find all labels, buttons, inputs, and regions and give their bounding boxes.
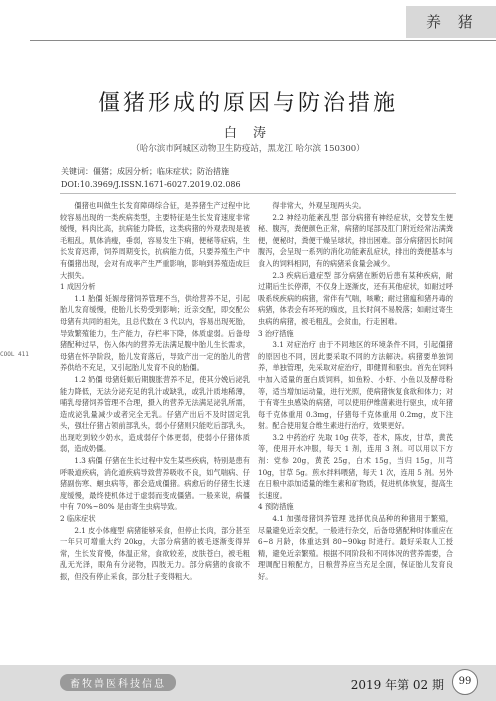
body-paragraph: 3.2 中药治疗 先取 10g 茯苓，苍术，陈皮，甘草，黄芪等，使用开水冲服，每天 1 剂，连用 3 剂。可以用以下方剂：党参 20g，黄芪 25g，白术 15g，当归 15g，川芎 10g，甘草 5g。煎水拌料喂猪，每天 1 次，连用 5 剂。另外在日粮中添加适量的维生素和矿物质，促进机体恢复，提高生长速度。	[258, 432, 453, 500]
body-paragraph: 2.1 皮小体瘦型 病猪能够采食，但停止长肉，部分甚至一年只可增重大约 20kg，大部分病猪的被毛逐渐变得异常，生长发育慢，体温正常，食欲较差，皮肤苍白，被毛粗乱无光泽，眼角有分泌物，四肢无力。部分病猪的食欲不振，但没有停止采食，部分肚子变得粗大。	[60, 525, 250, 581]
body-paragraph: 1.1 胎僵 妊娠母猪饲养管理不当，供给营养不足，引起胎儿发育缓慢，使胎儿长势受到影响；近亲交配，即交配公母猪有共同的祖先，且总代数在 3 代以内，容易出现死胎，导致繁殖能力，生产能力，存栏率下降，体质虚弱。后备母猪配种过早，伤入体内的营养无法满足腹中胎儿生长需求，母猪在怀孕阶段，胎儿发育落后，导致产出一定的胎儿的营养供给不充足，又引起胎儿发育不良的胎僵。	[60, 293, 250, 373]
journal-name: 畜牧兽医科技信息	[60, 674, 176, 691]
body-paragraph: 1.2 奶僵 母猪妊娠后期腹胀营养不足，使其分娩后泌乳能力降低，无法分泌充足的乳汁或缺乳，或乳汁质地稀薄，哺乳母猪饲养管理不合理，摄入的营养无法满足泌乳所需，造成泌乳量减少或者完全无乳。仔猪产出后不及时固定乳头，强壮仔猪占领前部乳头，弱小仔猪则只能吃后部乳头，出现吃到较少奶水，造成弱仔个体更弱，使弱小仔猪体质弱，造成奶僵。	[60, 374, 250, 454]
right-column	[258, 200, 453, 583]
body-paragraph: 僵猪也叫做生长发育障碍综合征，是养猪生产过程中比较容易出现的一类疾病类型，主要特征是生长发育速度非常缓慢，料肉比高，抗病能力降低，这类病猪的外观表现是被毛粗乱，肌体消瘦，垂弱，容易发生下痢，便秘等症病，生长发育迟滞，饲养周期变长，抗病能力低，只要养殖生产中有僵猪出现，会对有成率产生严重影响，影响到养殖造成巨大损失。	[60, 201, 250, 280]
header-divider	[60, 193, 456, 194]
body-paragraph: 1.3 病僵 仔猪在生长过程中发生某些疾病，特别是患有呼吸道疾病，消化道疾病导致营养吸收不良，如气喘病、仔猪副伤寒、蛔虫病等，都会造成僵猪。病愈后的仔猪生长速度缓慢，最终使机体过于虚弱而变成僵猪。一般来说，病僵中有 70%~80% 是由寄生虫病导致。	[60, 456, 250, 512]
article-author: 白 涛	[223, 126, 273, 141]
author-affiliation: （哈尔滨市阿城区动物卫生防疫站，黑龙江 哈尔滨 150300）	[131, 144, 365, 154]
section-heading: 1 成因分析	[60, 282, 96, 292]
footer-band	[0, 665, 496, 701]
section-heading: 2 临床症状	[60, 514, 96, 524]
left-column	[60, 200, 250, 583]
section-tag: 养 猪	[406, 6, 496, 38]
article-title: 僵猪形成的原因与防治措施	[97, 91, 398, 116]
body-paragraph: 3.1 对症治疗 由于不同地区的环境条件不同，引起僵猪的原因也不同，因此要采取不同的方法解决。病猪要单独饲养，单独管理，先采取对症治疗，即健胃和驱虫。首先在饲料中加入适量的蛋白质饲料，如鱼粉、小虾、小鱼以及酵母粉等，适当增加运动量，进行光照，使病猪恢复食欲和体力；对于有寄生虫感染的病猪，可以使用伊维菌素进行驱虫，成年猪每千克体重用 0.3mg，仔猪每千克体重用 0.2mg，皮下注射。配合使用复合维生素进行治疗，效果更好。	[258, 340, 453, 431]
issue-label: 2019 年第 02 期	[350, 678, 444, 692]
side-mark: COOL 411	[0, 351, 29, 358]
body-paragraph: 4.1 加强母猪饲养管理 选择优良品种的种猪用于繁殖，尽量避免近亲交配，一般进行杂交，后备母猪配种时体重应在 6~8 月龄，体重达到 80~90kg 时进行。最好采取人工授精，避免近亲繁殖。根据不同阶段和不同体况的营养需要，合理调配日粮配方，日粮营养应当充足全面，保证胎儿发育良好。	[258, 514, 453, 581]
page-number: 99	[452, 669, 478, 695]
body-paragraph: 2.3 疾病后遗症型 部分病猪在断奶后患有某种疾病，耐过期后生长停滞，不仅身上逐渐皮，还有其他症状，如耐过呼吸系统疾病的病猪，常伴有气喘，咳嗽；耐过猪瘟和猪丹毒的病猪，体表会有坏死的痂皮，且长时间不易脱落；如耐过寄生虫病的病猪，被毛粗乱，会贫血，行走困难。	[258, 270, 453, 326]
section-heading: 4 预防措施	[258, 502, 294, 512]
body-paragraph: 2.2 神经功能紊乱型 部分病猪有神经症状，交替发生便秘、腹泻，粪便颜色正常，病猪的尾部及肛门附近经常沾满粪便，便秘时，粪便干燥呈球状，排出困难。部分病猪因长时间腹泻，会呈现一系列的消化功能紊乱症状，排出的粪便基本与食入的饲料相同，有的病猪采食量会减少。	[258, 212, 453, 268]
section-heading: 3 治疗措施	[258, 328, 294, 338]
doi: DOI:10.3969/J.ISSN.1671-6027.2019.02.086	[61, 180, 241, 189]
top-rule	[30, 40, 496, 41]
keywords: 关键词：僵猪；成因分析；临床症状；防治措施	[61, 167, 229, 176]
body-paragraph: 得非常大，外观呈现两头尖。	[272, 201, 366, 210]
